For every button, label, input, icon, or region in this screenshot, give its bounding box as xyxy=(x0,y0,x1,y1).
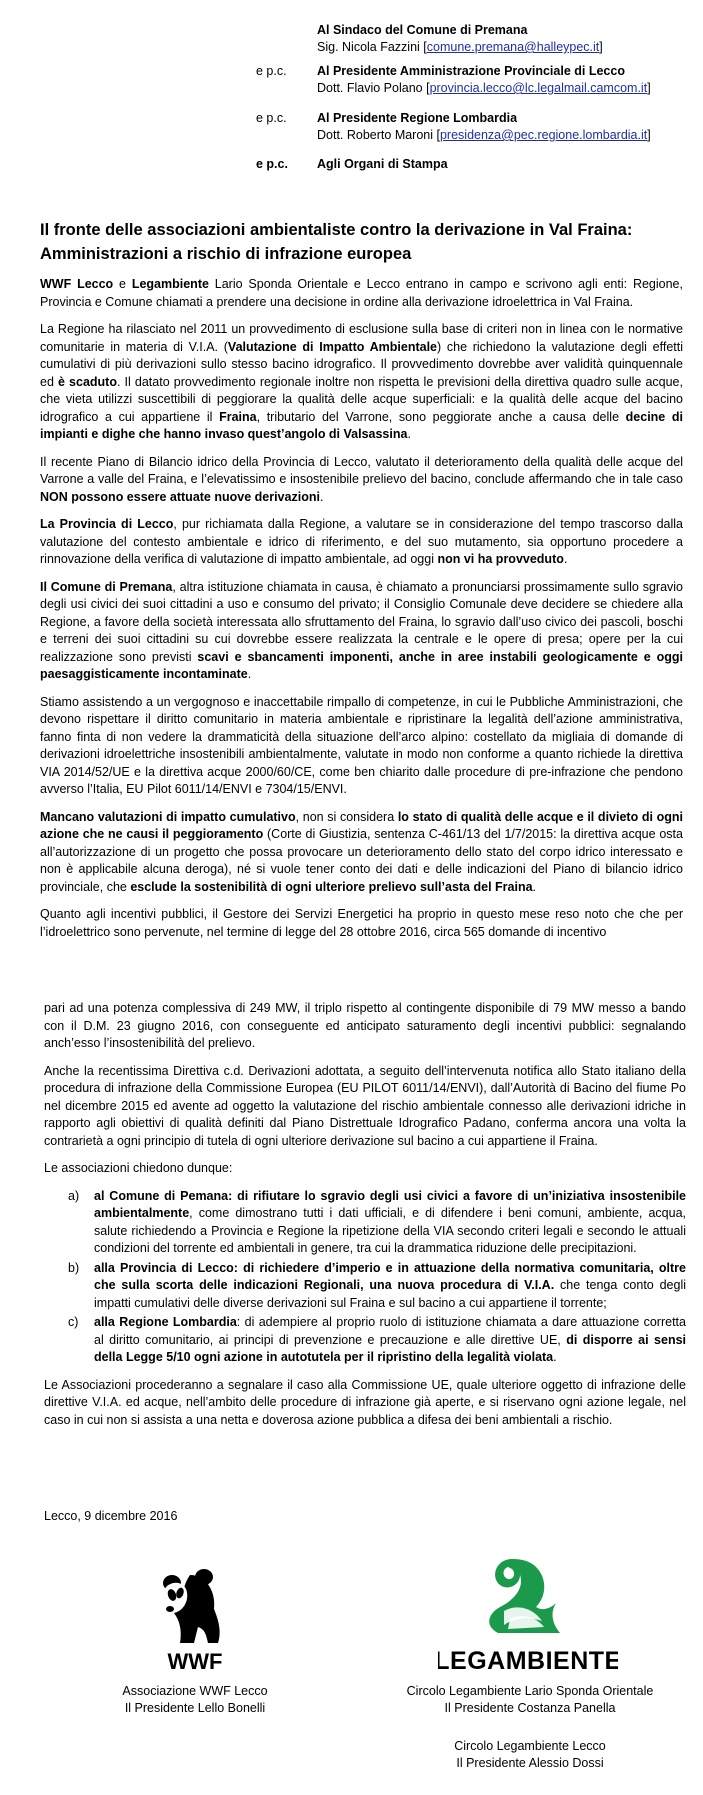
list-marker: b) xyxy=(68,1260,80,1275)
paragraph: Le associazioni chiedono dunque: xyxy=(44,1161,233,1175)
bold-text: Il Comune di Premana xyxy=(40,579,173,594)
signature-line: Associazione WWF Lecco xyxy=(122,1684,268,1698)
text: , come dimostrano tutti i dati ufficiali, e di difendere i beni comuni, ambiente, acqua, salute richiedendo a Provincia e Regione la ripetizione della VIA secondo criteri legali e secondo le attuali condizioni del torrente ed ambientali in genere, tra cui la drammatica riduzione delle precipitazioni. xyxy=(94,1206,686,1255)
signature-line: Il Presidente Costanza Panella xyxy=(444,1701,616,1715)
recipient-prefix: e p.c. xyxy=(256,111,287,125)
text: . xyxy=(532,879,537,894)
paragraph: Le Associazioni procederanno a segnalare il caso alla Commissione UE, quale ulteriore oggetto di infrazione delle direttive V.I.A. ed acque, nell’ambito delle procedure di infrazione già aperte, e si riservano ogni azione legale, nel caso in cui non si assista a una netta e doverosa azione pubblica a difesa dei beni ambientali a rischio. xyxy=(44,1377,686,1427)
body-section-2 xyxy=(44,1000,686,1439)
text: Il recente Piano di Bilancio idrico della Provincia di Lecco, valutato il deterioramento della qualità delle acque del Varrone a valle del Fraina, e l’elevatissimo e insostenibile prelievo del bacino, conclude affermando che in tale caso xyxy=(40,454,683,486)
signature-wwf xyxy=(105,1683,285,1717)
bold-text: lo stato di qualità delle acque e il divieto di ogni azione che ne causi il peggioramento xyxy=(40,809,684,841)
page-title xyxy=(40,218,680,266)
recipient-title: Agli Organi di Stampa xyxy=(317,157,448,171)
text: : di adempiere al proprio ruolo di istituzione chiamata a dare attuazione corretta al diritto comunitario, ai principi di prevenzione e precauzione e alle direttive UE, xyxy=(94,1315,686,1347)
text: , non si considera xyxy=(295,809,398,824)
list-item xyxy=(44,1314,686,1367)
bold-text: La Provincia di Lecco xyxy=(40,517,174,531)
text: . xyxy=(247,667,252,681)
bold-text: Legambiente xyxy=(131,277,209,291)
bold-text: Mancano valutazioni di impatto cumulativo xyxy=(40,809,296,824)
list-item xyxy=(44,1188,686,1258)
recipient-title: Al Presidente Amministrazione Provinciale di Lecco xyxy=(317,64,625,78)
text: che tenga conto degli impatti cumulativi delle diverse derivazioni sul Fraina e sul bacino a cui appartiene il torrente; xyxy=(94,1278,686,1310)
text: (Corte di Giustizia, sentenza C-461/13 del 1/7/2015: la direttiva acque osta all’autorizzazione di un progetto che possa provocare un deterioramento dello stato del corpo idrico interessato e non è applicabile alcuna deroga), né si vuole tener conto dei dati e delle indicazioni del Piano di bilancio idrico provinciale, che xyxy=(40,827,683,894)
bold-text: alla Regione Lombardia xyxy=(94,1315,237,1329)
paragraph xyxy=(40,321,683,444)
paragraph xyxy=(40,276,683,311)
text: , pur richiamata dalla Regione, a valutare se in considerazione del tempo trascorso dalla valutazione del contesto ambientale e idrico di riferimento, e del suo mutamento, sia opportuno procedere a rinnovazione della verifica di valutazione di impatto ambientale, ad oggi xyxy=(40,517,684,566)
bold-text: Fraina xyxy=(219,409,257,424)
letter-page: Al Sindaco del Comune di Premana Sig. Nicola Fazzini [comune.premana@halleypec.it] e p.c. Al Presidente Amministrazione Provinciale di Lecco Dott. Flavio Polano [provincia.lecco@lc.legalmail.camcom.it] e p.c. Al Presidente Regione Lombardia Dott. Roberto Maroni [presidenza@pec.regione.lombardia.it] e p.c. Agli Organi di Stampa Il fronte delle associazioni ambientaliste contro la derivazione in Val Fraina: Amministrazioni a rischio di infrazione europea WWF Lecco e Legambiente Lario Sponda Orientale e Lecco entrano in campo e scrivono agli enti: Regione, Provincia e Comune chiamati a prendere una decisione in ordine alla derivazione idroelettrica in Val Fraina. La Regione ha rilasciato nel 2011 un provvedimento di esclusione sulla base di criteri non in linea con le normative comunitarie in materia di V.I.A. (Valutazione di Impatto Ambientale) che richiedono la valutazione degli effetti cumulativi di più derivazioni sullo stesso bacino idrografico. Il provvedimento dovrebbe aver validità quinquennale ed è scaduto. Il datato provvedimento regionale inoltre non rispetta le previsioni della direttiva quadro sulle acque, che vieta utilizzi suscettibili di peggiorare la qualità delle acque superficiali: e la qualità delle acque del bacino idrografico a cui appartiene il Fraina, tributario del Varrone, sono peggiorate anche a causa delle decine di impianti e dighe che hanno invaso quest’angolo di Valsassina. Il recente Piano di Bilancio idrico della Provincia di Lecco, valutato il deterioramento della qualità delle acque del Varrone a valle del Fraina, e l’elevatissimo e insostenibile prelievo del bacino, conclude affermando che in tale caso NON possono essere attuate nuove derivazioni. La Provincia di Lecco, pur richiamata dalla Regione, a valutare se in considerazione del tempo trascorso dalla valutazione del contesto ambientale e idrico di riferimento, e del suo mutamento, sia opportuno procedere a rinnovazione della verifica di valutazione di impatto ambientale, ad oggi non vi ha provveduto. Il Comune di Premana, altra istituzione chiamata in causa, è chiamato a pronunciarsi prossimamente sullo sgravio degli usi civici dei suoi cittadini a uso e consumo del privato; il Consiglio Comunale deve decidere se chiedere alla Regione, a favore della società interessata allo sfruttamento del Fraina, lo sgravio dall’uso civico dei pascoli, boschi e terreni dei suoi cittadini su cui dovrebbe essere realizzata la centrale e le opere di presa; opere per la cui realizzazione sono previsti scavi e sbancamenti imponenti, anche in aree instabili geologicamente e oggi paesaggisticamente incontaminate. Stiamo assistendo a un vergognoso e inaccettabile rimpallo di competenze, in cui le Pubbliche Amministrazioni, che devono rispettare il diritto comunitario in materia ambientale e ripristinare la legalità dell’azione amministrativa, fanno finta di non vedere la drammaticità della situazione dell’arco alpino: costellato da migliaia di domande di derivazioni idroelettriche insostenibili ambientalmente, valutate in modo non conforme a quanto richiede la direttiva VIA 2014/52/UE e la direttiva acque 2000/60/CE, come ben chiarito dalle procedure di pre-infrazione che pendono avverso l’Italia, EU Pilot 6011/14/ENVI e 7304/15/ENVI. Mancano valutazioni di impatto cumulativo, non si considera lo stato di qualità delle acque e il divieto di ogni azione che ne causi il peggioramento (Corte di Giustizia, sentenza C-461/13 del 1/7/2015: la direttiva acque osta all’autorizzazione di un progetto che possa provocare un deterioramento dello stato del corpo idrico interessato e non è applicabile alcuna deroga), né si vuole tener conto dei dati e delle indicazioni del Piano di bilancio idrico provinciale, che esclude la sostenibilità di ogni ulteriore prelievo sull’asta del Fraina. Quanto agli incentivi pubblici, il Gestore dei Servizi Energetici ha proprio in questo mese reso noto che che per l’idroelettrico sono pervenute, nel termine di legge del 28 ottobre 2016, circa 565 domande di incentivo pari ad una potenza complessiva di 249 MW, il triplo rispetto al contingente disponibile di 79 MW messo a bando con il D.M. 23 giugno 2016, con conseguente ed anticipato saturamento degli incentivi pubblici: segnalando anch’esso l’insostenibilità del prelievo. Anche la recentissima Direttiva c.d. Derivazioni adottata, a seguito dell’intervenuta notifica allo Stato italiano della procedura di infrazione della Commissione Europea (EU PILOT 6011/14/ENVI), dall’Autorità di Bacino del fiume Po nel dicembre 2015 ed avente ad oggetto la valutazione del rischio ambientale connesso alle derivazioni idriche in rapporto agli obiettivi di qualità definiti dal Piano Distrettuale Idrografico Padano, conferma ancora una volta la contrarietà a ogni principio di tutela di ogni ulteriore derivazione sul bacino a cui appartiene il Fraina. Le associazioni chiedono dunque: a) al Comune di Pemana: di rifiutare lo sgravio degli usi civici a favore di un’iniziativa insostenibile ambientalmente, come dimostrano tutti i dati ufficiali, e di difendere i beni comuni, ambiente, acqua, salute richiedendo a Provincia e Regione la ripetizione della VIA secondo criteri legali e secondo le attuali condizioni del torrente ed ambientali in genere, tra cui la drammatica riduzione delle precipitazioni. b) alla Provincia di Lecco: di richiedere d’imperio e in attuazione della normativa comunitaria, oltre che sulla scorta delle indicazioni Regionali, una nuova procedura di V.I.A. che tenga conto degli impatti cumulativi delle diverse derivazioni sul Fraina e sul bacino a cui appartiene il torrente; c) alla Regione Lombardia: di adempiere al proprio ruolo di istituzione chiamata a dare attuazione corretta al diritto comunitario, ai principi di prevenzione e precauzione e alle direttive UE, di disporre ai sensi della Legge 5/10 ogni azione in autotutela per il ripristino della legalità violata. Le Associazioni procederanno a segnalare il caso alla Commissione UE, quale ulteriore oggetto di infrazione delle direttive V.I.A. ed acque, nell’ambito delle procedure di infrazione già aperte, e si riservano ogni azione legale, nel caso in cui non si assista a una netta e doverosa azione pubblica a difesa dei beni ambientali a rischio. Lecco, 9 dicembre 2016 WWF LEGAMBIENTE Associazione WWF Lecco Il Presidente Lello Bonelli Circolo Legambiente Lario Sponda Orientale Il Presidente Costanza Panella Circolo Legambiente Lecco Il Presidente Alessio Dossi xyxy=(40,23,686,1770)
paragraph: Stiamo assistendo a un vergognoso e inaccettabile rimpallo di competenze, in cui le Pubbliche Amministrazioni, che devono rispettare il diritto comunitario in materia ambientale e ripristinare la legalità dell’azione amministrativa, fanno finta di non vedere la drammaticità della situazione dell’arco alpino: costellato da migliaia di domande di derivazioni idroelettriche insostenibili ambientalmente, valutate in modo non conforme a quanto richiede la direttiva VIA 2014/52/UE e la direttiva acque 2000/60/CE, come ben chiarito dalle procedure di pre-infrazione che pendono avverso l’Italia, EU Pilot 6011/14/ENVI e 7304/15/ENVI. xyxy=(40,694,683,796)
signature-legambiente-lecco xyxy=(390,1738,670,1772)
bold-text: alla Provincia di Lecco: di richiedere d’imperio e in attuazione della normativa comunitaria, oltre che sulla scorta delle indicazioni Regionali, una nuova procedura di V.I.A. xyxy=(94,1260,686,1292)
bold-text: scavi e sbancamenti imponenti, anche in aree instabili geologicamente e oggi paesaggisticamente incontaminate xyxy=(40,649,683,681)
list-item xyxy=(44,1260,686,1313)
title-line: Amministrazioni a rischio di infrazione europea xyxy=(40,245,412,263)
bold-text: NON possono essere attuate nuove derivazioni xyxy=(40,489,320,504)
text: . xyxy=(553,1350,557,1364)
recipient-name: Dott. Roberto Maroni xyxy=(317,128,434,142)
body-section-1 xyxy=(40,276,683,951)
paragraph xyxy=(40,454,683,507)
text: La Regione ha rilasciato nel 2011 un provvedimento di esclusione sulla base di criteri non in linea con le normative comunitarie in materia di V.I.A. ( xyxy=(40,322,683,354)
recipient-prefix: e p.c. xyxy=(256,157,288,171)
bold-text: è scaduto xyxy=(58,374,117,389)
panda-icon xyxy=(150,1565,240,1675)
text: e xyxy=(113,277,132,291)
signature-line: Il Presidente Alessio Dossi xyxy=(456,1756,604,1770)
text: , altra istituzione chiamata in causa, è chiamato a pronunciarsi prossimamente sullo sgravio degli usi civici dei suoi cittadini a uso e consumo del privato; il Consiglio Comunale deve decidere se chiedere alla Regione, a favore della società interessata allo sfruttamento del Fraina, lo sgravio dall’uso civico dei pascoli, boschi e terreni dei suoi cittadini su cui dovrebbe essere realizzata la centrale e le opere di presa; opere per la cui realizzazione sono previsti xyxy=(40,579,683,664)
list-marker: a) xyxy=(68,1188,80,1203)
signature-line: Circolo Legambiente Lecco xyxy=(454,1739,606,1753)
text: Lario Sponda Orientale e Lecco entrano in campo e scrivono agli enti: Regione, Provincia e Comune chiamati a prendere una decisione in ordine alla derivazione idroelettrica in Val Fraina. xyxy=(40,277,683,309)
recipient-title: Al Presidente Regione Lombardia xyxy=(317,111,518,125)
recipient-email-link[interactable]: comune.premana@halleypec.it xyxy=(426,40,600,54)
bold-text: di disporre ai sensi della Legge 5/10 ogni azione in autotutela per il ripristino della legalità violata xyxy=(94,1332,686,1364)
bold-text: WWF Lecco xyxy=(40,277,114,291)
bold-text: Valutazione di Impatto Ambientale xyxy=(227,339,437,354)
bold-text: esclude la sostenibilità di ogni ulteriore prelievo sull’asta del Fraina xyxy=(130,879,533,894)
wwf-logo xyxy=(150,1565,240,1675)
signature-line: Circolo Legambiente Lario Sponda Orientale xyxy=(406,1684,654,1698)
recipient-name: Sig. Nicola Fazzini xyxy=(317,40,420,54)
recipient-email-link[interactable]: provincia.lecco@lc.legalmail.camcom.it xyxy=(429,81,648,95)
legambiente-logo-text: LEGAMBIENTE xyxy=(438,1647,618,1675)
text: ) che richiedono la valutazione degli effetti cumulativi di più derivazioni sullo stesso bacino idrografico. Il provvedimento dovrebbe aver validità quinquennale ed xyxy=(40,339,684,389)
paragraph: Anche la recentissima Direttiva c.d. Derivazioni adottata, a seguito dell’intervenuta notifica allo Stato italiano della procedura di infrazione della Commissione Europea (EU PILOT 6011/14/ENVI), dall’Autorità di Bacino del fiume Po nel dicembre 2015 ed avente ad oggetto la valutazione del rischio ambientale connesso alle derivazioni idriche in rapporto agli obiettivi di qualità definiti dal Piano Distrettuale Idrografico Padano, conferma ancora una volta la contrarietà a ogni principio di tutela di ogni ulteriore derivazione sul bacino a cui appartiene il Fraina. xyxy=(44,1063,686,1148)
paragraph xyxy=(40,579,683,684)
text: . xyxy=(319,489,324,504)
text: . xyxy=(407,427,411,441)
paragraph: pari ad una potenza complessiva di 249 MW, il triplo rispetto al contingente disponibile di 79 MW messo a bando con il D.M. 23 giugno 2016, con conseguente ed anticipato saturamento degli incentivi pubblici: segnalando anch’esso l’insostenibilità del prelievo. xyxy=(44,1001,686,1050)
signature-legambiente-lario xyxy=(390,1683,670,1717)
recipient-prefix: e p.c. xyxy=(256,64,287,78)
legambiente-logo xyxy=(438,1555,618,1675)
list-marker: c) xyxy=(68,1315,79,1329)
paragraph xyxy=(40,516,683,569)
text: . xyxy=(563,552,568,566)
paragraph: Quanto agli incentivi pubblici, il Gestore dei Servizi Energetici ha proprio in questo mese reso noto che che per l’idroelettrico sono pervenute, nel termine di legge del 28 ottobre 2016, circa 565 domande di incentivo xyxy=(40,907,683,939)
text: , tributario del Varrone, sono peggiorate anche a causa delle xyxy=(256,409,626,424)
wwf-logo-text: WWF xyxy=(167,1649,223,1674)
bold-text: al Comune di Pemana: di rifiutare lo sgravio degli usi civici a favore di un’iniziativa insostenibile ambientalmente xyxy=(94,1188,686,1220)
requests-list xyxy=(44,1188,686,1367)
bold-text: decine di impianti e dighe che hanno invaso quest’angolo di Valsassina xyxy=(40,409,683,441)
recipient-name: Dott. Flavio Polano xyxy=(317,81,423,95)
paragraph xyxy=(40,809,683,897)
bold-text: non vi ha provveduto xyxy=(437,552,564,566)
text: . Il datato provvedimento regionale inoltre non rispetta le previsioni della direttiva quadro sulle acque, che vieta utilizzi suscettibili di peggiorare la qualità delle acque superficiali: e la qualità delle acque del bacino idrografico a cui appartiene il xyxy=(40,374,683,424)
recipient-email-link[interactable]: presidenza@pec.regione.lombardia.it xyxy=(439,128,648,142)
swan-icon xyxy=(438,1555,618,1675)
signature-line: Il Presidente Lello Bonelli xyxy=(124,1701,266,1715)
title-line: Il fronte delle associazioni ambientaliste contro la derivazione in Val Fraina: xyxy=(40,221,633,239)
recipient-title: Al Sindaco del Comune di Premana xyxy=(317,23,528,37)
date-line: Lecco, 9 dicembre 2016 xyxy=(44,1509,178,1523)
